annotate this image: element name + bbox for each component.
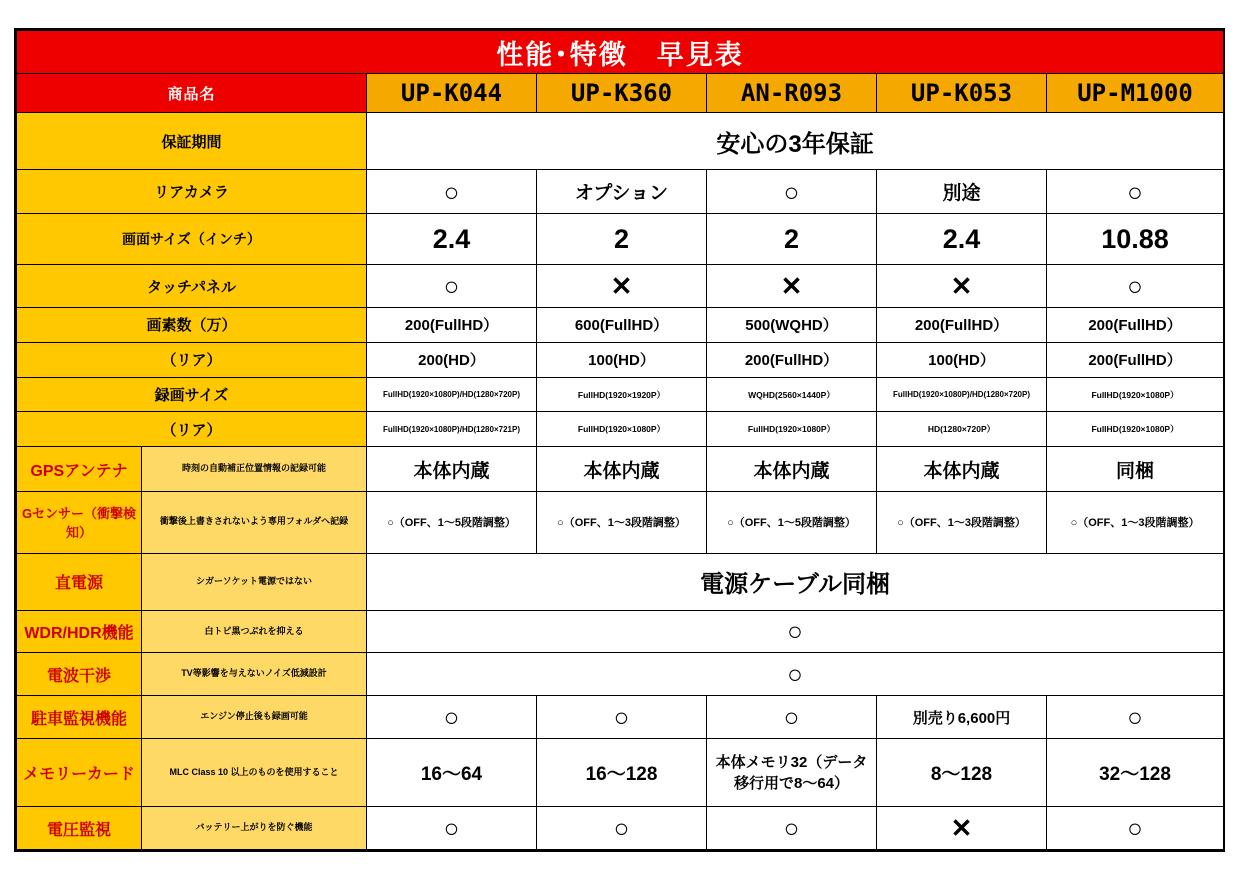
cell-r3-c0: ○ bbox=[367, 265, 537, 308]
cell-r13-c0: ○ bbox=[367, 696, 537, 739]
row-label-14: メモリーカード bbox=[17, 738, 142, 806]
spec-sheet bbox=[14, 28, 1225, 852]
model-header-4: UP-M1000 bbox=[1047, 74, 1224, 113]
cell-r7-c4: FullHD(1920×1080P） bbox=[1047, 412, 1224, 447]
cell-r15-c3: ✕ bbox=[877, 807, 1047, 850]
row-sub-14: MLC Class 10 以上のものを使用すること bbox=[142, 738, 367, 806]
row-label-1: リアカメラ bbox=[17, 170, 367, 214]
cell-r15-c0: ○ bbox=[367, 807, 537, 850]
row-span-value-10: 電源ケーブル同梱 bbox=[367, 553, 1224, 610]
cell-r13-c4: ○ bbox=[1047, 696, 1224, 739]
table-row bbox=[17, 738, 1224, 806]
row-label-8: GPSアンテナ bbox=[17, 447, 142, 491]
row-label-9: Gセンサー（衝撃検知） bbox=[17, 491, 142, 553]
spec-table bbox=[16, 30, 1224, 850]
table-row bbox=[17, 807, 1224, 850]
cell-r5-c4: 200(FullHD） bbox=[1047, 342, 1224, 377]
row-label-7: （リア） bbox=[17, 412, 367, 447]
cell-r6-c4: FullHD(1920×1080P） bbox=[1047, 377, 1224, 412]
cell-r13-c1: ○ bbox=[537, 696, 707, 739]
model-header-1: UP-K360 bbox=[537, 74, 707, 113]
table-row bbox=[17, 377, 1224, 412]
row-sub-13: エンジン停止後も録画可能 bbox=[142, 696, 367, 739]
cell-r1-c2: ○ bbox=[707, 170, 877, 214]
row-label-10: 直電源 bbox=[17, 553, 142, 610]
model-header-2: AN-R093 bbox=[707, 74, 877, 113]
cell-r4-c2: 500(WQHD） bbox=[707, 307, 877, 342]
table-row bbox=[17, 113, 1224, 170]
cell-r6-c1: FullHD(1920×1920P） bbox=[537, 377, 707, 412]
cell-r1-c3: 別途 bbox=[877, 170, 1047, 214]
row-sub-11: 白トビ黒つぶれを抑える bbox=[142, 610, 367, 653]
cell-r7-c3: HD(1280×720P） bbox=[877, 412, 1047, 447]
row-label-6: 録画サイズ bbox=[17, 377, 367, 412]
cell-r14-c1: 16～128 bbox=[537, 738, 707, 806]
cell-r9-c1: ○（OFF、1～3段階調整） bbox=[537, 491, 707, 553]
cell-r5-c0: 200(HD） bbox=[367, 342, 537, 377]
row-label-13: 駐車監視機能 bbox=[17, 696, 142, 739]
table-row bbox=[17, 412, 1224, 447]
cell-r14-c4: 32～128 bbox=[1047, 738, 1224, 806]
cell-r3-c1: ✕ bbox=[537, 265, 707, 308]
cell-r9-c3: ○（OFF、1～3段階調整） bbox=[877, 491, 1047, 553]
cell-r3-c3: ✕ bbox=[877, 265, 1047, 308]
cell-r4-c0: 200(FullHD） bbox=[367, 307, 537, 342]
table-row bbox=[17, 447, 1224, 491]
row-sub-9: 衝撃後上書きされないよう専用フォルダへ記録 bbox=[142, 491, 367, 553]
table-row bbox=[17, 696, 1224, 739]
cell-r2-c1: 2 bbox=[537, 214, 707, 265]
cell-r3-c2: ✕ bbox=[707, 265, 877, 308]
row-label-15: 電圧監視 bbox=[17, 807, 142, 850]
row-sub-15: バッテリー上がりを防ぐ機能 bbox=[142, 807, 367, 850]
cell-r5-c3: 100(HD） bbox=[877, 342, 1047, 377]
cell-r2-c4: 10.88 bbox=[1047, 214, 1224, 265]
model-header-3: UP-K053 bbox=[877, 74, 1047, 113]
cell-r14-c3: 8～128 bbox=[877, 738, 1047, 806]
cell-r2-c0: 2.4 bbox=[367, 214, 537, 265]
table-row bbox=[17, 491, 1224, 553]
cell-r3-c4: ○ bbox=[1047, 265, 1224, 308]
cell-r9-c2: ○（OFF、1～5段階調整） bbox=[707, 491, 877, 553]
row-sub-12: TV等影響を与えないノイズ低減設計 bbox=[142, 653, 367, 696]
cell-r5-c2: 200(FullHD） bbox=[707, 342, 877, 377]
cell-r14-c2: 本体メモリ32（データ移行用で8～64） bbox=[707, 738, 877, 806]
table-row bbox=[17, 170, 1224, 214]
cell-r8-c4: 同梱 bbox=[1047, 447, 1224, 491]
row-label-2: 画面サイズ（インチ） bbox=[17, 214, 367, 265]
title-row bbox=[17, 31, 1224, 74]
table-row bbox=[17, 307, 1224, 342]
cell-r6-c2: WQHD(2560×1440P） bbox=[707, 377, 877, 412]
model-header-0: UP-K044 bbox=[367, 74, 537, 113]
table-row bbox=[17, 265, 1224, 308]
row-span-value-11: ○ bbox=[367, 610, 1224, 653]
table-row bbox=[17, 553, 1224, 610]
row-label-5: （リア） bbox=[17, 342, 367, 377]
cell-r4-c1: 600(FullHD） bbox=[537, 307, 707, 342]
cell-r14-c0: 16～64 bbox=[367, 738, 537, 806]
cell-r8-c3: 本体内蔵 bbox=[877, 447, 1047, 491]
row-label-11: WDR/HDR機能 bbox=[17, 610, 142, 653]
table-row bbox=[17, 342, 1224, 377]
cell-r15-c1: ○ bbox=[537, 807, 707, 850]
cell-r7-c2: FullHD(1920×1080P） bbox=[707, 412, 877, 447]
cell-r7-c1: FullHD(1920×1080P） bbox=[537, 412, 707, 447]
cell-r8-c1: 本体内蔵 bbox=[537, 447, 707, 491]
cell-r1-c1: オプション bbox=[537, 170, 707, 214]
cell-r13-c2: ○ bbox=[707, 696, 877, 739]
row-sub-10: シガーソケット電源ではない bbox=[142, 553, 367, 610]
cell-r4-c3: 200(FullHD） bbox=[877, 307, 1047, 342]
row-label-0: 保証期間 bbox=[17, 113, 367, 170]
cell-r6-c3: FullHD(1920×1080P)/HD(1280×720P) bbox=[877, 377, 1047, 412]
header-label: 商品名 bbox=[17, 74, 367, 113]
cell-r5-c1: 100(HD） bbox=[537, 342, 707, 377]
row-span-value-12: ○ bbox=[367, 653, 1224, 696]
row-sub-8: 時刻の自動補正位置情報の記録可能 bbox=[142, 447, 367, 491]
table-row bbox=[17, 653, 1224, 696]
cell-r9-c4: ○（OFF、1～3段階調整） bbox=[1047, 491, 1224, 553]
cell-r2-c3: 2.4 bbox=[877, 214, 1047, 265]
cell-r13-c3: 別売り6,600円 bbox=[877, 696, 1047, 739]
cell-r2-c2: 2 bbox=[707, 214, 877, 265]
cell-r8-c0: 本体内蔵 bbox=[367, 447, 537, 491]
cell-r7-c0: FullHD(1920×1080P)/HD(1280×721P) bbox=[367, 412, 537, 447]
cell-r15-c4: ○ bbox=[1047, 807, 1224, 850]
cell-r6-c0: FullHD(1920×1080P)/HD(1280×720P) bbox=[367, 377, 537, 412]
cell-r1-c0: ○ bbox=[367, 170, 537, 214]
cell-r8-c2: 本体内蔵 bbox=[707, 447, 877, 491]
row-span-value-0: 安心の3年保証 bbox=[367, 113, 1224, 170]
table-row bbox=[17, 610, 1224, 653]
cell-r9-c0: ○（OFF、1～5段階調整） bbox=[367, 491, 537, 553]
sheet-title: 性能･特徴 早見表 bbox=[17, 31, 1224, 74]
row-label-3: タッチパネル bbox=[17, 265, 367, 308]
row-label-4: 画素数（万） bbox=[17, 307, 367, 342]
cell-r4-c4: 200(FullHD） bbox=[1047, 307, 1224, 342]
row-label-12: 電波干渉 bbox=[17, 653, 142, 696]
table-row bbox=[17, 214, 1224, 265]
cell-r1-c4: ○ bbox=[1047, 170, 1224, 214]
cell-r15-c2: ○ bbox=[707, 807, 877, 850]
header-row bbox=[17, 74, 1224, 113]
